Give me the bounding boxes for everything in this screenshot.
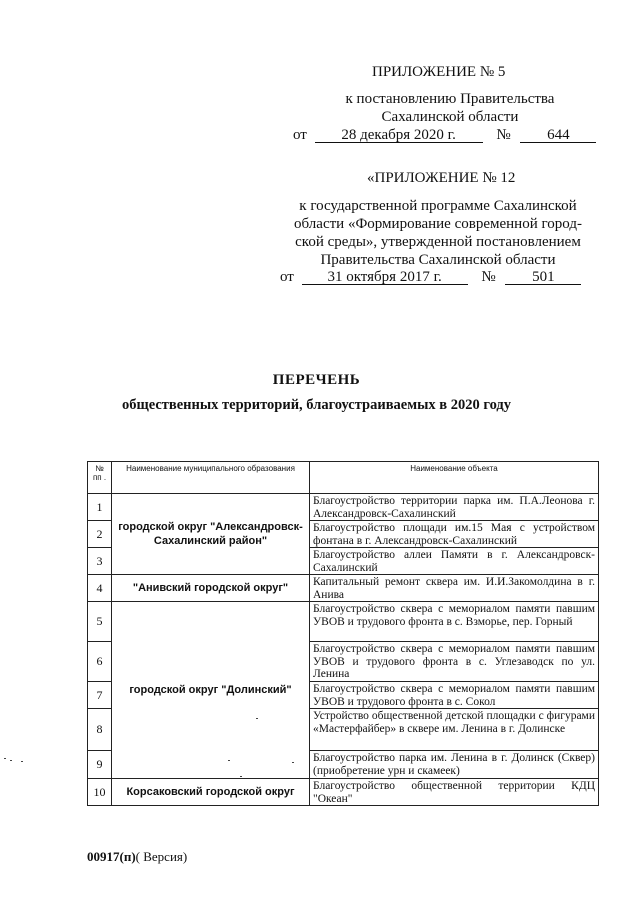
row-number: 9	[88, 751, 112, 779]
object-cell: Благоустройство парка им. Ленина в г. Долинск (Сквер) (приобретение урн и скамеек)	[310, 751, 599, 779]
object-cell: Благоустройство территории парка им. П.А.Леонова г. Александровск-Сахалинский	[310, 494, 599, 521]
object-cell: Благоустройство сквера с мемориалом памяти павшим УВОВ и трудового фронта в с. Сокол	[310, 682, 599, 709]
document-code: 00917(п)	[87, 849, 136, 864]
scan-speck	[240, 776, 242, 777]
header-municipality: Наименование муниципального образования	[112, 462, 310, 494]
appendix12-line2: области «Формирование современной город-	[294, 216, 582, 232]
row-number: 8	[88, 709, 112, 751]
municipality-korsakov: Корсаковский городской округ	[112, 779, 310, 806]
row-number: 2	[88, 521, 112, 548]
document-footer	[87, 849, 187, 865]
appendix12-number: 501	[505, 267, 581, 287]
appendix12-title: «ПРИЛОЖЕНИЕ № 12	[367, 170, 516, 186]
appendix5-date: 28 декабря 2020 г.	[315, 125, 483, 145]
row-number: 4	[88, 575, 112, 602]
object-cell: Благоустройство общественной территории КДЦ "Океан"	[310, 779, 599, 806]
table-row	[88, 779, 599, 806]
table-row	[88, 602, 599, 642]
row-number: 10	[88, 779, 112, 806]
list-subtitle: общественных территорий, благоустраиваемых в 2020 году	[121, 397, 512, 413]
scan-speck	[292, 762, 294, 763]
object-cell: Благоустройство сквера с мемориалом памяти павшим УВОВ и трудового фронта в с. Взморье, пер. Горный	[310, 602, 599, 642]
object-cell: Благоустройство площади им.15 Мая с устройством фонтана в г. Александровск-Сахалинский	[310, 521, 599, 548]
appendix12-line1: к государственной программе Сахалинской	[299, 198, 577, 214]
scan-speck	[10, 760, 12, 761]
scan-speck	[256, 718, 258, 719]
header-object: Наименование объекта	[310, 462, 599, 494]
appendix5-line1: к постановлению Правительства	[345, 91, 555, 107]
appendix5-title: ПРИЛОЖЕНИЕ № 5	[372, 64, 506, 80]
appendix12-date: 31 октября 2017 г.	[302, 267, 468, 287]
row-number: 7	[88, 682, 112, 709]
header-number: № пп .	[88, 462, 112, 494]
municipality-alexandrovsk: городской округ "Александровск-Сахалинский район"	[112, 494, 310, 575]
municipality-dolinsk: городской округ "Долинский"	[112, 602, 310, 779]
scan-speck	[21, 761, 23, 762]
table-row	[88, 494, 599, 521]
appendix12-line3: ской среды», утвержденной постановлением	[295, 234, 581, 250]
object-cell: Устройство общественной детской площадки с фигурами «Мастерфайбер» в сквере им. Ленина в г. Долинске	[310, 709, 599, 751]
row-number: 5	[88, 602, 112, 642]
document-version: ( Версия)	[135, 849, 188, 864]
object-cell: Благоустройство аллеи Памяти в г. Александровск-Сахалинский	[310, 548, 599, 575]
scan-speck	[4, 758, 6, 759]
appendix5-date-line	[293, 125, 596, 145]
appendix12-date-line	[280, 267, 581, 287]
appendix5-number-label: №	[496, 127, 511, 143]
territories-table	[87, 461, 599, 806]
appendix5-line2: Сахалинской области	[381, 109, 519, 125]
row-number: 6	[88, 642, 112, 682]
scan-speck	[228, 760, 230, 761]
object-cell: Благоустройство сквера с мемориалом памяти павшим УВОВ и трудового фронта в с. Углезаводск по ул. Ленина	[310, 642, 599, 682]
appendix12-line4: Правительства Сахалинской области	[320, 252, 556, 268]
appendix5-from-label: от	[293, 127, 307, 143]
table-row	[88, 575, 599, 602]
object-cell: Капитальный ремонт сквера им. И.И.Закомолдина в г. Анива	[310, 575, 599, 602]
row-number: 1	[88, 494, 112, 521]
appendix5-number: 644	[520, 125, 596, 145]
appendix12-number-label: №	[481, 269, 496, 285]
appendix12-from-label: от	[280, 269, 294, 285]
list-title: ПЕРЕЧЕНЬ	[272, 372, 361, 388]
municipality-aniva: "Анивский городской округ"	[112, 575, 310, 602]
row-number: 3	[88, 548, 112, 575]
table-header-row	[88, 462, 599, 494]
